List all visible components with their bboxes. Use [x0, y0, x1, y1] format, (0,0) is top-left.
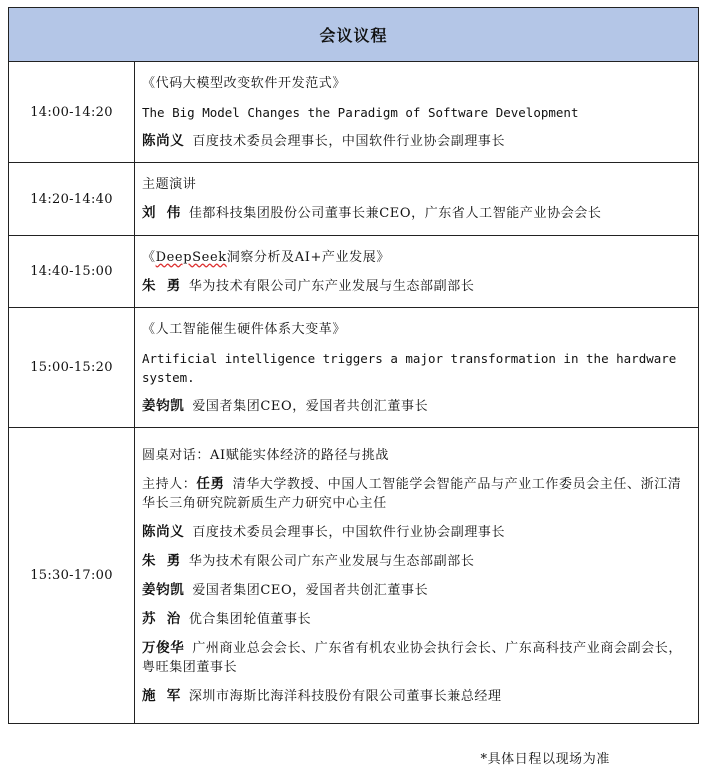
speaker-name: 姜钧凯: [142, 397, 185, 414]
session-title: 主题演讲: [142, 177, 197, 192]
session-title: 《代码大模型改变软件开发范式》: [142, 75, 347, 91]
panelist-role: 百度技术委员会理事长，中国软件行业协会副理事长: [192, 524, 506, 540]
speaker-role: 华为技术有限公司广东产业发展与生态部副部长: [188, 278, 475, 294]
panelist-line: [142, 523, 688, 542]
panelist-role: 优合集团轮值董事长: [188, 611, 312, 627]
panelist-line: [142, 687, 688, 706]
speaker-name: 陈尚义: [142, 132, 185, 149]
session-time: 14:00-14:20: [9, 62, 135, 162]
speaker-line: [142, 132, 688, 151]
session-english-title: The Big Model Changes the Paradigm of Software Development: [142, 104, 579, 120]
host-role: 清华大学教授、中国人工智能学会智能产品与产业工作委员会主任、浙江清华长三角研究院新质生产力研究中心主任: [142, 476, 682, 511]
speaker-line: [142, 204, 688, 223]
session-title: 《人工智能催生硬件体系大变革》: [142, 321, 347, 337]
host-label: 主持人：: [142, 476, 197, 492]
panelist-name: 姜钧凯: [142, 581, 185, 598]
panelist-name: 陈尚义: [142, 523, 185, 540]
panelist-line: [142, 610, 688, 629]
host-line: [142, 475, 688, 513]
session-content: [135, 428, 698, 723]
speaker-role: 佳都科技集团股份公司董事长兼CEO，广东省人工智能产业协会会长: [188, 206, 602, 221]
agenda-row: [9, 62, 698, 163]
session-title-prefix: 《: [142, 249, 156, 265]
session-time: 15:30-17:00: [9, 428, 135, 723]
panelist-name: 苏 治: [142, 610, 181, 627]
panelist-name: 万俊华: [142, 639, 185, 656]
panelist-role: 爱国者集团CEO，爱国者共创汇董事长: [192, 582, 429, 598]
panelist-name: 朱 勇: [142, 552, 181, 569]
agenda-title: 会议议程: [9, 8, 698, 62]
panelist-line: [142, 639, 688, 677]
speaker-role: 百度技术委员会理事长，中国软件行业协会副理事长: [192, 133, 506, 149]
session-title-rest: 洞察分析及AI+产业发展》: [226, 249, 390, 265]
speaker-name: 刘 伟: [142, 205, 181, 221]
session-title: [142, 248, 688, 267]
panelist-role: 华为技术有限公司广东产业发展与生态部副部长: [188, 553, 475, 569]
session-title: 圆桌对话：AI赋能实体经济的路径与挑战: [142, 447, 389, 463]
session-content: [135, 163, 698, 235]
session-time: 15:00-15:20: [9, 308, 135, 427]
host-name: 任勇: [196, 475, 225, 492]
session-english-title: Artificial intelligence triggers a major transformation in the hardware system.: [142, 350, 677, 385]
panelist-role: 深圳市海斯比海洋科技股份有限公司董事长兼总经理: [188, 688, 502, 704]
speaker-role: 爱国者集团CEO，爱国者共创汇董事长: [192, 398, 429, 414]
session-title-keyword: DeepSeek: [155, 249, 227, 265]
agenda-row: [9, 236, 698, 308]
session-time: 14:20-14:40: [9, 163, 135, 235]
session-content: [135, 62, 698, 162]
panelist-name: 施 军: [142, 687, 181, 704]
speaker-line: [142, 397, 688, 416]
agenda-row: [9, 428, 698, 723]
agenda-row: [9, 308, 698, 428]
speaker-name: 朱 勇: [142, 277, 181, 294]
schedule-footnote: *具体日程以现场为准: [480, 752, 610, 767]
agenda-table: [8, 7, 699, 724]
speaker-line: [142, 277, 688, 296]
panelist-line: [142, 581, 688, 600]
session-content: [135, 236, 698, 307]
panelist-role: 广州商业总会会长、广东省有机农业协会执行会长、广东高科技产业商会副会长，粤旺集团董事长: [142, 640, 682, 675]
agenda-row: [9, 163, 698, 236]
panelist-line: [142, 552, 688, 571]
session-content: [135, 308, 698, 427]
session-time: 14:40-15:00: [9, 236, 135, 307]
